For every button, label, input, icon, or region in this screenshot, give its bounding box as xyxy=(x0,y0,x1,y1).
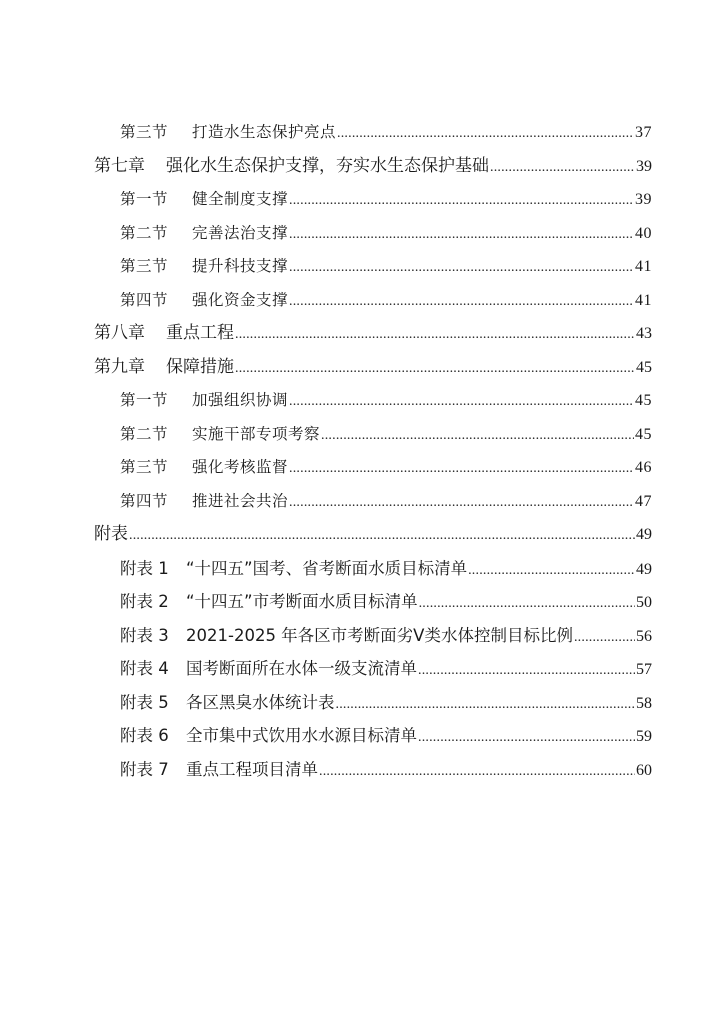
toc-entry-title: 国考断面所在水体一级支流清单 xyxy=(186,659,417,678)
toc-entry-title: 强化水生态保护支撑，夯实水生态保护基础 xyxy=(166,155,489,176)
dot-leader xyxy=(574,621,635,655)
toc-entry-section[interactable] xyxy=(94,284,652,318)
dot-leader xyxy=(289,184,634,218)
toc-entry-title: 重点工程 xyxy=(166,323,234,343)
toc-entry-number: 附表 5 xyxy=(120,692,169,712)
toc-entry-chapter[interactable] xyxy=(94,150,652,184)
toc-entry-title: 强化资金支撑 xyxy=(192,290,289,309)
toc-entry-number: 第八章 xyxy=(94,323,145,343)
toc-entry-page-number: 43 xyxy=(636,325,652,342)
dot-leader xyxy=(289,452,634,486)
toc-entry-page-number: 39 xyxy=(636,157,652,175)
toc-entry-title: 实施干部专项考察 xyxy=(192,424,321,443)
toc-entry-page-number: 58 xyxy=(636,694,652,712)
toc-entry-section[interactable] xyxy=(94,451,652,485)
dot-leader xyxy=(468,554,635,588)
toc-entry-number: 附表 3 xyxy=(120,625,169,645)
toc-entry-title: “十四五”市考断面水质目标清单 xyxy=(186,592,418,611)
toc-entry-page-number: 45 xyxy=(636,358,652,376)
toc-entry-title: 健全制度支撑 xyxy=(192,190,289,208)
dot-leader xyxy=(337,117,634,151)
toc-entry-title: 2021-2025 年各区市考断面劣Ⅴ类水体控制目标比例 xyxy=(186,625,573,645)
toc-entry-number: 附表 7 xyxy=(120,759,169,779)
toc-entry-title: 打造水生态保护亮点 xyxy=(192,123,337,141)
toc-entry-number: 附表 2 xyxy=(120,592,169,611)
dot-leader xyxy=(289,385,634,419)
toc-entry-appendix-top[interactable] xyxy=(94,518,652,552)
toc-entry-section[interactable] xyxy=(94,485,652,519)
toc-entry-title: 各区黑臭水体统计表 xyxy=(186,692,335,712)
dot-leader xyxy=(289,218,634,252)
toc-entry-page-number: 39 xyxy=(635,191,652,208)
toc-entry-page-number: 47 xyxy=(635,492,652,510)
toc-entry-appendix[interactable] xyxy=(94,652,652,686)
toc-entry-section[interactable] xyxy=(94,183,652,217)
toc-entry-section[interactable] xyxy=(94,217,652,251)
toc-entry-page-number: 37 xyxy=(635,124,652,141)
dot-leader xyxy=(490,151,635,185)
toc-entry-page-number: 56 xyxy=(636,627,652,645)
toc-entry-number: 附表 4 xyxy=(120,659,169,678)
dot-leader xyxy=(129,519,635,553)
dot-leader xyxy=(319,755,635,789)
toc-entry-section[interactable] xyxy=(94,250,652,284)
toc-entry-appendix[interactable] xyxy=(94,619,652,653)
toc-entry-title: “十四五”国考、省考断面水质目标清单 xyxy=(186,558,468,578)
toc-entry-page-number: 57 xyxy=(636,661,652,678)
toc-entry-number: 第三节 xyxy=(120,123,169,141)
dot-leader xyxy=(235,318,635,352)
dot-leader xyxy=(418,721,635,755)
dot-leader xyxy=(321,419,634,453)
toc-entry-page-number: 49 xyxy=(636,560,652,578)
toc-entry-number: 附表 1 xyxy=(120,558,169,578)
toc-entry-number: 第三节 xyxy=(120,458,169,476)
toc-entry-page-number: 45 xyxy=(635,425,652,443)
toc-entry-section[interactable] xyxy=(94,384,652,418)
dot-leader xyxy=(419,587,635,621)
table-of-contents xyxy=(94,116,652,786)
dot-leader xyxy=(289,251,634,285)
dot-leader xyxy=(418,654,635,688)
dot-leader xyxy=(235,352,635,386)
toc-entry-number: 第九章 xyxy=(94,356,145,377)
toc-entry-title: 全市集中式饮用水水源目标清单 xyxy=(186,726,417,745)
toc-entry-chapter[interactable] xyxy=(94,317,652,351)
toc-entry-appendix[interactable] xyxy=(94,585,652,619)
toc-entry-page-number: 41 xyxy=(635,291,652,309)
toc-entry-section[interactable] xyxy=(94,116,652,150)
dot-leader xyxy=(289,285,634,319)
toc-entry-page-number: 59 xyxy=(636,728,652,745)
toc-entry-page-number: 49 xyxy=(636,526,652,543)
toc-entry-page-number: 50 xyxy=(636,594,652,611)
toc-entry-title: 重点工程项目清单 xyxy=(186,759,318,779)
toc-entry-appendix[interactable] xyxy=(94,719,652,753)
toc-entry-page-number: 60 xyxy=(636,761,652,779)
toc-entry-chapter[interactable] xyxy=(94,351,652,385)
toc-entry-section[interactable] xyxy=(94,418,652,452)
dot-leader xyxy=(289,486,634,520)
toc-entry-title: 提升科技支撑 xyxy=(192,257,289,275)
toc-entry-page-number: 41 xyxy=(635,258,652,275)
toc-entry-number: 第七章 xyxy=(94,155,145,176)
toc-entry-number: 第二节 xyxy=(120,424,169,443)
toc-entry-number: 第三节 xyxy=(120,257,169,275)
toc-entry-page-number: 45 xyxy=(635,392,652,409)
toc-entry-title: 强化考核监督 xyxy=(192,458,289,476)
toc-entry-title: 完善法治支撑 xyxy=(192,223,289,242)
toc-entry-number: 第一节 xyxy=(120,391,169,409)
toc-entry-number: 第二节 xyxy=(120,223,169,242)
toc-entry-title: 附表 xyxy=(94,524,128,544)
dot-leader xyxy=(336,688,636,722)
toc-entry-page-number: 40 xyxy=(635,224,652,242)
toc-entry-appendix[interactable] xyxy=(94,753,652,787)
toc-entry-number: 第四节 xyxy=(120,491,169,510)
toc-entry-title: 推进社会共治 xyxy=(192,491,289,510)
toc-entry-number: 第一节 xyxy=(120,190,169,208)
toc-entry-title: 保障措施 xyxy=(166,356,234,377)
toc-entry-title: 加强组织协调 xyxy=(192,391,289,409)
toc-entry-appendix[interactable] xyxy=(94,686,652,720)
toc-entry-number: 附表 6 xyxy=(120,726,169,745)
toc-entry-number: 第四节 xyxy=(120,290,169,309)
toc-entry-appendix[interactable] xyxy=(94,552,652,586)
toc-entry-page-number: 46 xyxy=(635,459,652,476)
